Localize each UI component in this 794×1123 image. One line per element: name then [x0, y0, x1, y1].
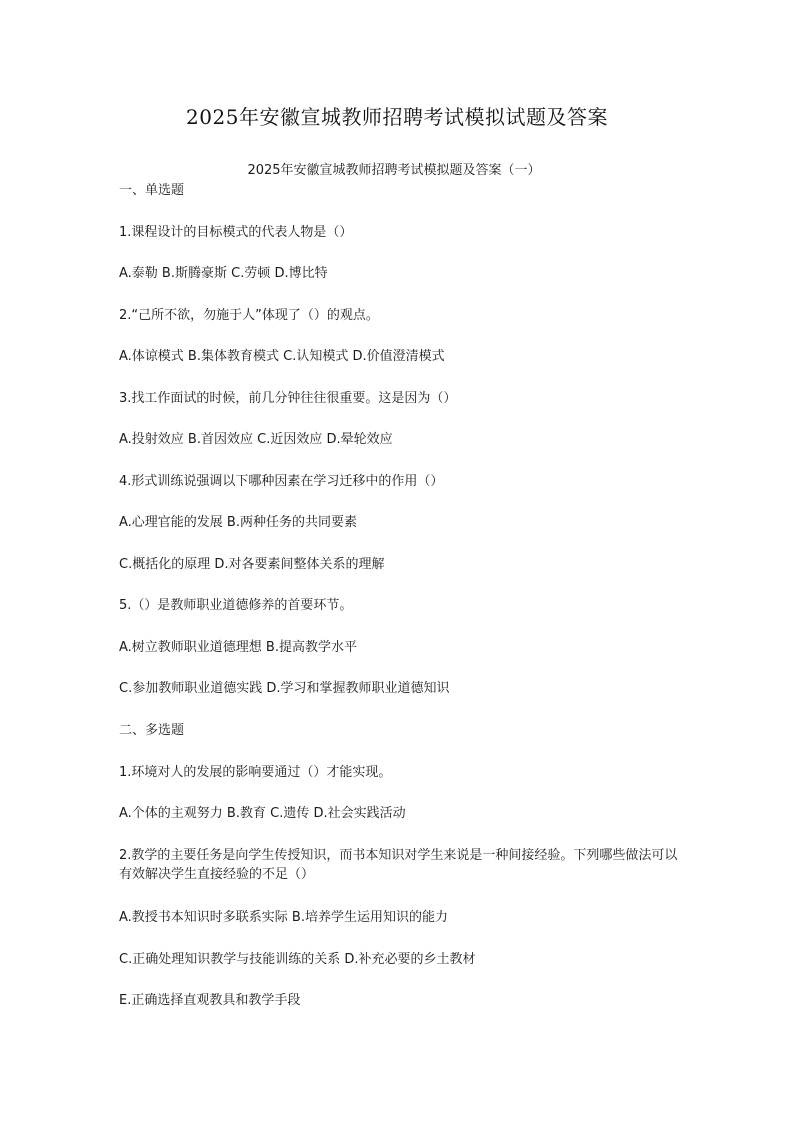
question-1-options: A.泰勒 B.斯腾豪斯 C.劳顿 D.博比特: [119, 266, 328, 281]
multi-question-2-options-line-3: E.正确选择直观教具和教学手段: [119, 993, 301, 1008]
question-5-options-line-2: C.参加教师职业道德实践 D.学习和掌握教师职业道德知识: [119, 681, 450, 696]
multi-question-1-options: A.个体的主观努力 B.教育 C.遗传 D.社会实践活动: [119, 806, 406, 821]
section-heading-multiple-choice: 二、多选题: [119, 723, 185, 738]
question-4-options-line-2: C.概括化的原理 D.对各要素间整体关系的理解: [119, 557, 385, 572]
question-4-options-line-1: A.心理官能的发展 B.两种任务的共同要素: [119, 515, 357, 530]
question-2-options: A.体谅模式 B.集体教育模式 C.认知模式 D.价值澄清模式: [119, 349, 445, 364]
multi-question-2: 2.教学的主要任务是向学生传授知识，而书本知识对学生来说是一种间接经验。下列哪些做法可以有效解决学生直接经验的不足（）: [119, 848, 678, 882]
document-title: 2025年安徽宣城教师招聘考试模拟试题及答案: [186, 105, 608, 129]
question-3: 3.找工作面试的时候，前几分钟往往很重要。这是因为（）: [119, 391, 457, 406]
question-3-options: A.投射效应 B.首因效应 C.近因效应 D.晕轮效应: [119, 432, 393, 447]
multi-question-2-options-line-2: C.正确处理知识教学与技能训练的关系 D.补充必要的乡土教材: [119, 952, 476, 967]
question-1: 1.课程设计的目标模式的代表人物是（）: [119, 225, 353, 240]
question-5-options-line-1: A.树立教师职业道德理想 B.提高教学水平: [119, 640, 357, 655]
question-2: 2.“己所不欲，勿施于人”体现了（）的观点。: [119, 308, 379, 323]
question-5: 5.（）是教师职业道德修养的首要环节。: [119, 598, 353, 613]
multi-question-2-options-line-1: A.教授书本知识时多联系实际 B.培养学生运用知识的能力: [119, 910, 448, 925]
document-subtitle: 2025年安徽宣城教师招聘考试模拟题及答案（一）: [247, 163, 541, 178]
multi-question-1: 1.环境对人的发展的影响要通过（）才能实现。: [119, 765, 392, 780]
question-4: 4.形式训练说强调以下哪种因素在学习迁移中的作用（）: [119, 474, 444, 489]
section-heading-single-choice: 一、单选题: [119, 183, 185, 198]
